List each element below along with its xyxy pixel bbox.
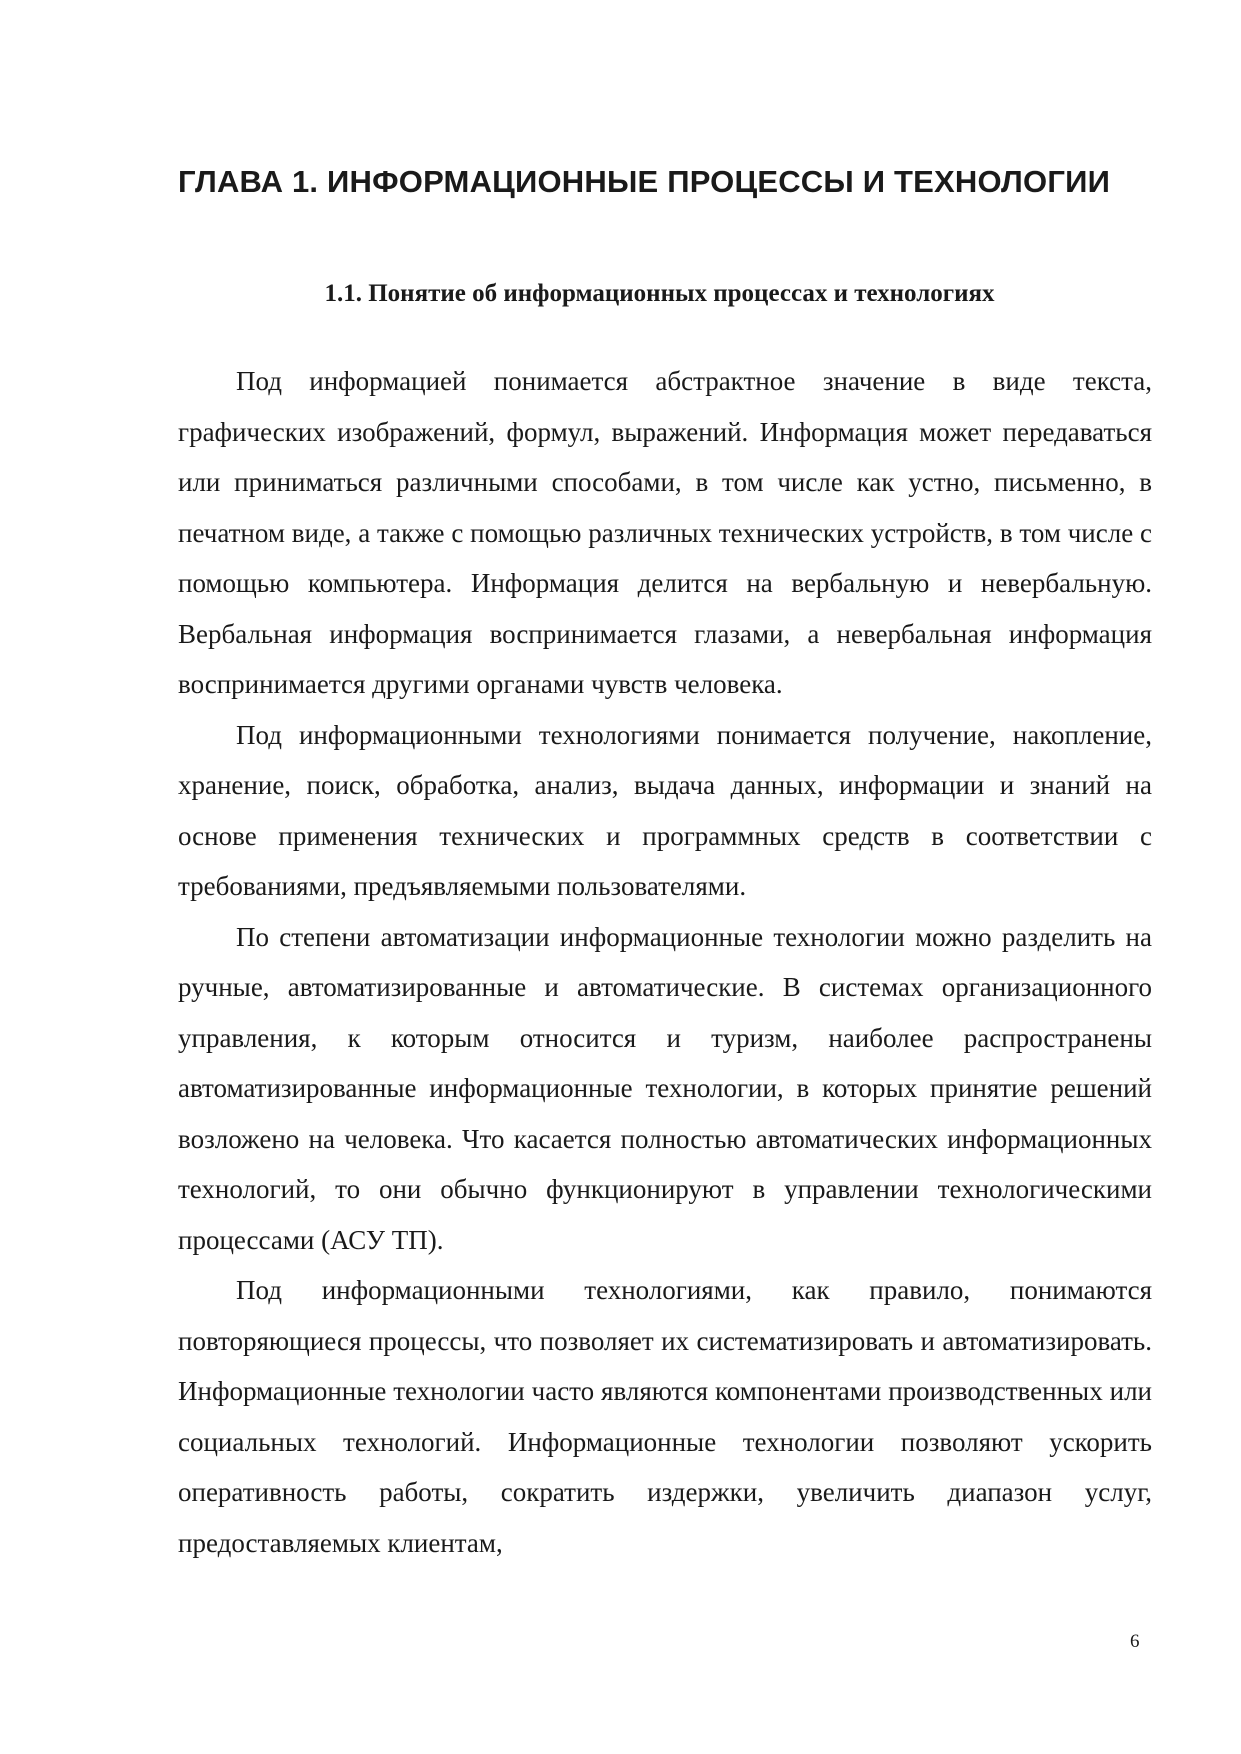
paragraph: По степени автоматизации информационные технологии можно разделить на ручные, автоматизированные и автоматические. В системах организационного управления, к которым относится и туризм, наиболее распространены автоматизированные информационные технологии, в которых принятие решений возложено на человека. Что касается полностью автоматических информационных технологий, то они обычно функционируют в управлении технологическими процессами (АСУ ТП). (178, 921, 1152, 1255)
paragraph: Под информационными технологиями понимается получение, накопление, хранение, поиск, обработка, анализ, выдача данных, информации и знаний на основе применения технических и программных средств в соответствии с требованиями, предъявляемыми пользователями. (178, 719, 1152, 901)
chapter-title: ГЛАВА 1. ИНФОРМАЦИОННЫЕ ПРОЦЕССЫ И ТЕХНОЛОГИИ (178, 164, 1111, 199)
body-text (178, 356, 1152, 1568)
paragraph: Под информационными технологиями, как правило, понимаются повторяющиеся процессы, что позволяет их систематизировать и автоматизировать. Информационные технологии часто являются компонентами производственных или социальных технологий. Информационные технологии позволяют ускорить оперативность работы, сократить издержки, увеличить диапазон услуг, предоставляемых клиентам, (178, 1275, 1152, 1558)
paragraph: Под информацией понимается абстрактное значение в виде текста, графических изображений, формул, выражений. Информация может передаваться или приниматься различными способами, в том числе как устно, письменно, в печатном виде, а также с помощью различных технических устройств, в том числе с помощью компьютера. Информация делится на вербальную и невербальную. Вербальная информация воспринимается глазами, а невербальная информация воспринимается другими органами чувств человека. (178, 366, 1152, 699)
section-title: 1.1. Понятие об информационных процессах и технологиях (324, 280, 995, 307)
page-number: 6 (1130, 1631, 1140, 1652)
